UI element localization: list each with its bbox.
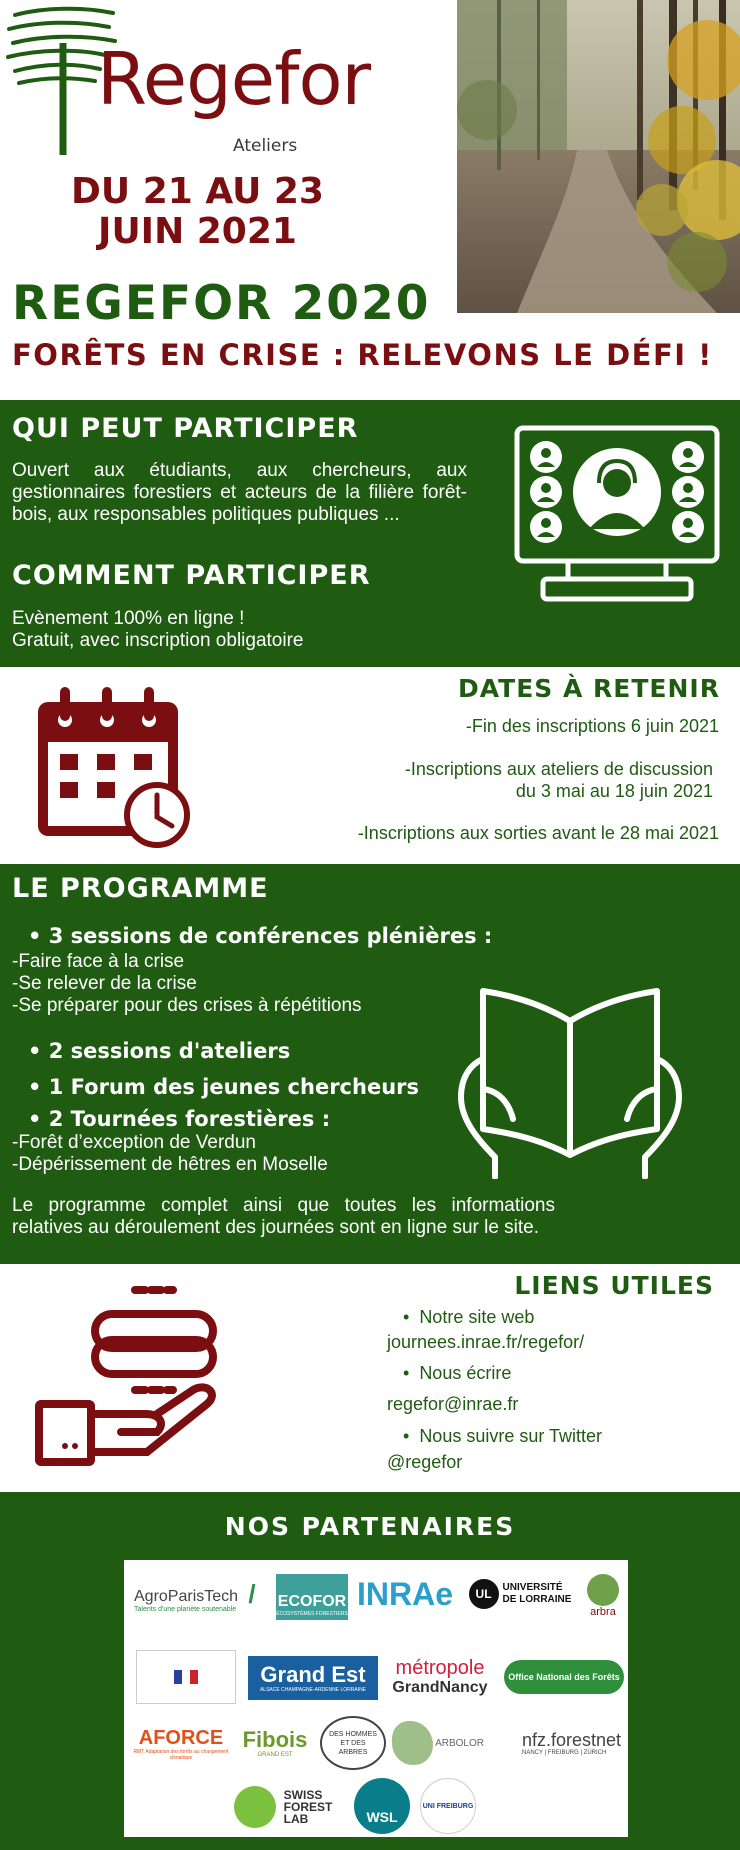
link-twitter-label: Nous suivre sur Twitter	[419, 1426, 603, 1446]
link-website-url[interactable]: journees.inrae.fr/regefor/	[387, 1332, 585, 1352]
partner-agroparistech-mark-icon: /	[248, 1578, 256, 1609]
partner-ecofor-name: ECOFOR	[277, 1593, 347, 1610]
partner-prefecture-flag-icon	[174, 1670, 198, 1684]
header-section	[0, 0, 740, 400]
logo-subtitle: Ateliers	[233, 136, 298, 156]
link-email-label: Nous écrire	[419, 1363, 512, 1383]
bullet-dot: •	[403, 1426, 420, 1446]
partner-lorraine-text	[503, 1582, 572, 1606]
partner-aforce-name: AFORCE	[138, 1727, 224, 1749]
partner-metropole-logo[interactable]	[386, 1654, 494, 1700]
who-title: QUI PEUT PARTICIPER	[12, 413, 359, 444]
partner-prefecture-logo[interactable]	[136, 1650, 236, 1704]
partner-grandest-name: Grand Est	[260, 1662, 366, 1687]
link-website-label: Notre site web	[419, 1307, 535, 1327]
partner-wsl-logo[interactable]	[354, 1778, 410, 1834]
programme-b4-line1: -Forêt d’exception de Verdun	[12, 1132, 256, 1153]
how-line1: Evènement 100% en ligne !	[12, 608, 245, 629]
partner-lorraine-logo[interactable]	[464, 1574, 576, 1614]
dates-section	[0, 667, 740, 864]
partner-freiburg-logo[interactable]	[420, 1778, 476, 1834]
event-dates-line1: DU 21 AU 23	[71, 171, 324, 212]
partners-logo-panel	[124, 1560, 628, 1837]
programme-b1-line2: -Se relever de la crise	[12, 973, 197, 994]
partner-fibois-name: Fibois	[242, 1727, 308, 1752]
partner-aforce-logo[interactable]	[132, 1720, 230, 1768]
partner-onf-logo[interactable]	[504, 1660, 624, 1694]
partner-ecofor-logo[interactable]	[276, 1574, 348, 1620]
who-text: Ouvert aux étudiants, aux chercheurs, aux gestionnaires forestiers et acteurs de la filière forêt-bois, aux responsables politiques publiques ...	[12, 460, 467, 525]
partner-swiss-forest-lab-icon	[234, 1786, 276, 1828]
programme-b1-line1: -Faire face à la crise	[12, 951, 185, 972]
dates-item-2-line2: du 3 mai au 18 juin 2021	[515, 781, 713, 801]
links-title: LIENS UTILES	[514, 1271, 714, 1300]
partner-nfz-name: nfz.forestnet	[522, 1730, 622, 1750]
dates-item-2-line1: -Inscriptions aux ateliers de discussion	[404, 759, 713, 779]
bullet-dot: •	[28, 1075, 49, 1099]
programme-section	[0, 864, 740, 1264]
partner-nfz-sub: NANCY | FREIBURG | ZÜRICH	[522, 1750, 607, 1756]
link-email-address[interactable]: regefor@inrae.fr	[387, 1394, 519, 1414]
programme-title: LE PROGRAMME	[12, 873, 269, 904]
how-line2: Gratuit, avec inscription obligatoire	[12, 630, 304, 651]
links-list	[387, 1304, 717, 1475]
programme-bullet-1-text: 3 sessions de conférences plénières :	[48, 924, 493, 948]
partner-fibois-logo[interactable]	[234, 1720, 316, 1766]
partners-title: NOS PARTENAIRES	[224, 1512, 516, 1541]
partner-arbolor-name: ARBOLOR	[435, 1737, 484, 1749]
partner-swiss-line2: FOREST	[283, 1800, 333, 1814]
programme-bullet-3-text: 1 Forum des jeunes chercheurs	[48, 1075, 420, 1099]
partner-lorraine-line1: UNIVERSITÉ	[502, 1582, 563, 1593]
programme-bullet-4	[28, 1107, 330, 1131]
partner-lorraine-badge-icon: UL	[469, 1579, 499, 1609]
partner-agroparistech-name: AgroParisTech	[134, 1587, 239, 1605]
partner-arbolor-logo[interactable]	[392, 1718, 484, 1768]
partner-agroparistech-logo[interactable]	[134, 1578, 254, 1622]
partner-lorraine-line2: DE LORRAINE	[502, 1594, 572, 1605]
calendar-clock-icon	[35, 682, 195, 852]
programme-footer-text: Le programme complet ainsi que toutes les informations relatives au déroulement des journées sont en ligne sur le site.	[12, 1195, 555, 1238]
partner-inrae-logo[interactable]: INRAe	[356, 1575, 453, 1612]
partner-grandest-logo[interactable]	[248, 1656, 378, 1700]
partner-agroparistech-tag: Talents d'une planète soutenable	[134, 1605, 237, 1613]
partner-swiss-line3: LAB	[283, 1812, 309, 1826]
partner-wsl-name: WSL	[366, 1809, 398, 1825]
programme-bullet-4-text: 2 Tournées forestières :	[48, 1107, 331, 1131]
event-title: REGEFOR 2020	[12, 276, 431, 331]
how-title: COMMENT PARTICIPER	[12, 560, 371, 591]
links-section	[0, 1264, 740, 1492]
bullet-dot: •	[28, 924, 49, 948]
logo-wordmark: Regefor	[97, 37, 371, 121]
dates-title: DATES À RETENIR	[458, 674, 720, 703]
partner-arbra-logo[interactable]	[582, 1566, 624, 1626]
programme-bullet-1	[28, 924, 492, 948]
link-item-website	[387, 1304, 717, 1330]
partner-freiburg-name: UNI FREIBURG	[422, 1802, 474, 1810]
partner-swiss-line1: SWISS	[283, 1788, 323, 1802]
link-item-email	[387, 1360, 717, 1386]
event-dates-line2: JUIN 2021	[98, 211, 297, 252]
programme-b1-line3: -Se préparer pour des crises à répétitions	[12, 995, 362, 1016]
dates-item-1: -Fin des inscriptions 6 juin 2021	[465, 716, 719, 736]
bullet-dot: •	[403, 1363, 420, 1383]
link-twitter-handle[interactable]: @regefor	[387, 1452, 463, 1472]
dates-item-3: -Inscriptions aux sorties avant le 28 mai 2021	[357, 823, 719, 843]
partner-grandest-sub: ALSACE CHAMPAGNE-ARDENNE LORRAINE	[259, 1687, 367, 1693]
bullet-dot: •	[28, 1039, 49, 1063]
chain-link-hand-icon	[35, 1286, 225, 1466]
event-subtitle: FORÊTS EN CRISE : RELEVONS LE DÉFI !	[12, 338, 713, 372]
partner-metropole-line1: métropole	[395, 1657, 485, 1679]
partner-onf-name: Office National des Forêts	[508, 1672, 620, 1682]
programme-bullet-2-text: 2 sessions d'ateliers	[48, 1039, 291, 1063]
partner-metropole-line2: GrandNancy	[392, 1679, 488, 1696]
forest-path-photo	[457, 0, 740, 313]
partner-swiss-forest-lab-text	[284, 1789, 333, 1825]
video-conference-monitor-icon	[513, 425, 721, 605]
link-item-twitter	[387, 1423, 717, 1449]
open-book-hands-icon	[455, 979, 685, 1179]
partner-hommes-arbres-logo[interactable]	[320, 1716, 386, 1770]
partner-ecofor-sub: ÉCOSYSTÈMES FORESTIERS	[276, 1611, 348, 1617]
partner-arbra-tree-icon	[587, 1574, 619, 1606]
partner-swiss-forest-lab-logo[interactable]	[224, 1780, 342, 1834]
bullet-dot: •	[28, 1107, 49, 1131]
programme-bullet-2	[28, 1039, 290, 1063]
partner-fibois-sub: GRAND EST	[257, 1752, 293, 1758]
bullet-dot: •	[403, 1307, 420, 1327]
programme-bullet-3	[28, 1075, 419, 1099]
partners-section	[0, 1492, 740, 1850]
dates-item-2	[405, 758, 713, 802]
participate-section	[0, 400, 740, 667]
partner-aforce-sub: RMT Adaptation des forêts au changement climatique	[133, 1749, 229, 1761]
event-dates	[40, 172, 355, 252]
partner-arbolor-map-icon	[392, 1721, 433, 1765]
partner-nfz-logo[interactable]	[492, 1720, 622, 1766]
programme-b4-line2: -Dépérissement de hêtres en Moselle	[12, 1154, 328, 1175]
partner-arbra-name: arbra	[590, 1606, 616, 1618]
partner-hommes-arbres-name: DES HOMMES ET DES ARBRES	[329, 1730, 377, 1756]
